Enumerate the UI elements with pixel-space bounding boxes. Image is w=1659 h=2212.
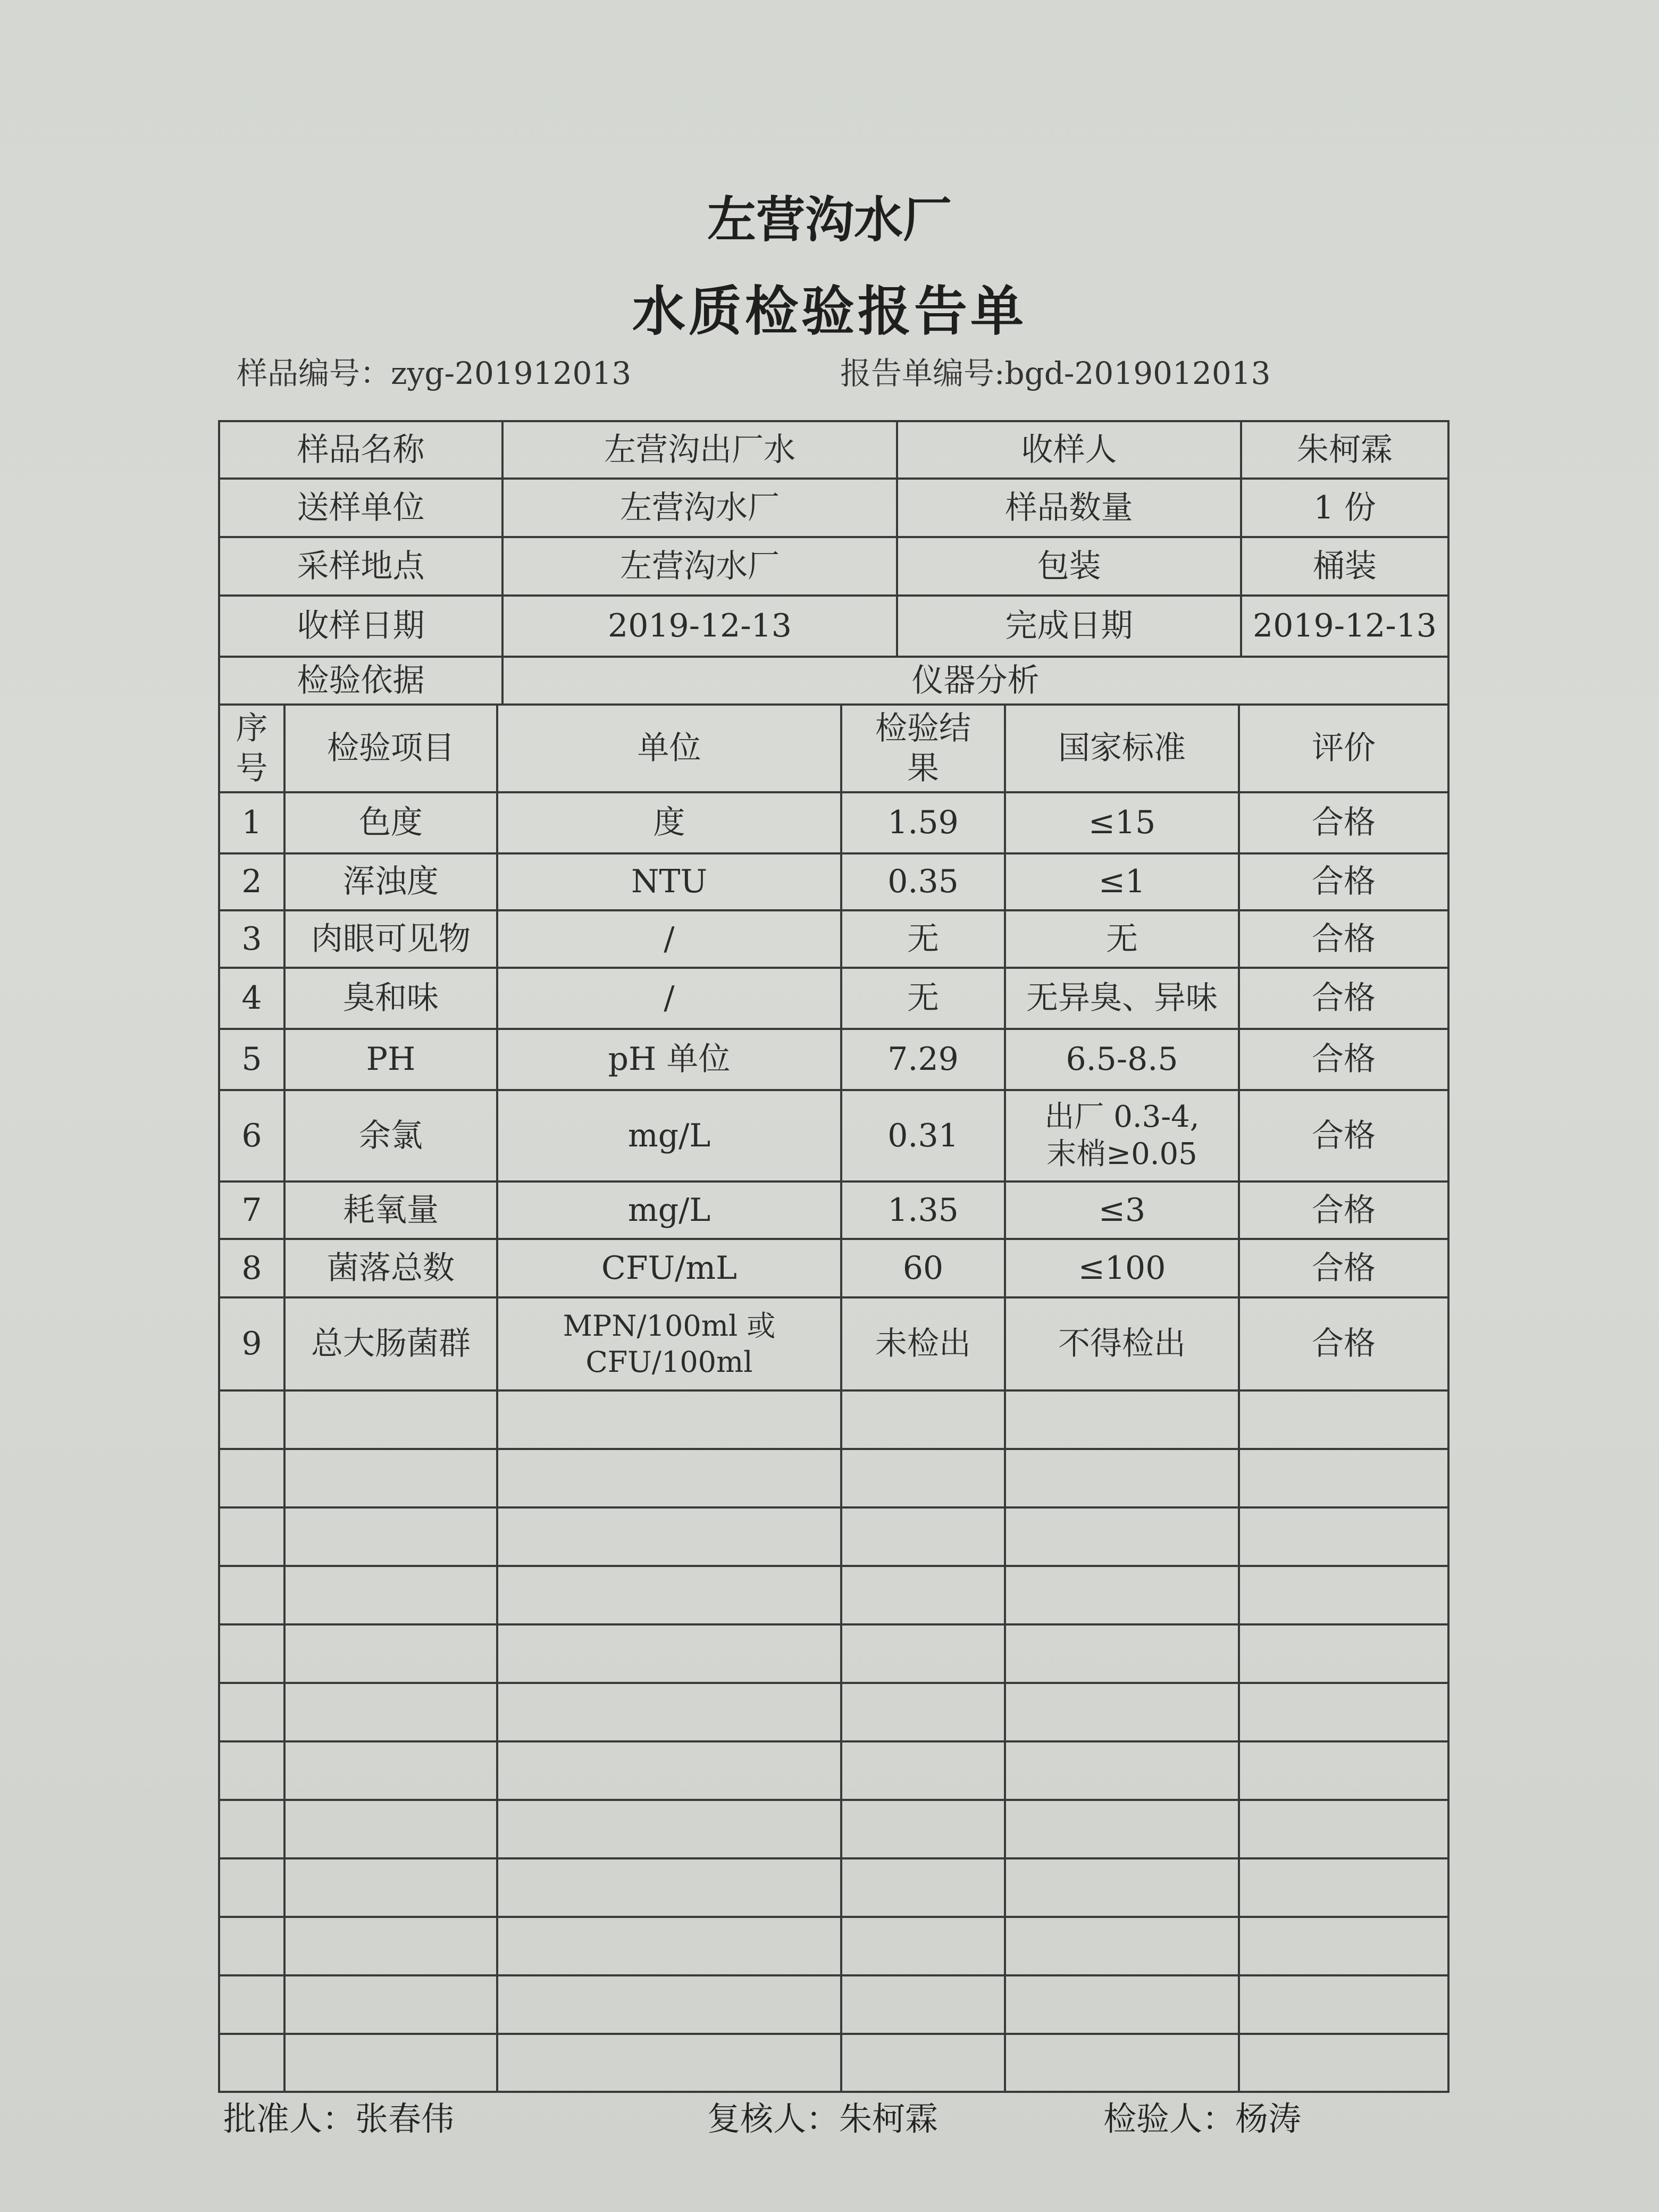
row-6-no: 6 [241,1117,262,1154]
row-6-standard: 出厂 0.3-4, 末梢≥0.05 [1044,1100,1200,1171]
row-9-result: 未检出 [875,1325,971,1362]
label-finish-date: 完成日期 [1005,607,1133,644]
value-receiver: 朱柯霖 [1297,431,1393,468]
org-title: 左营沟水厂 [707,191,952,248]
approver: 批准人：张春伟 [223,2099,455,2138]
col-header-standard: 国家标准 [1058,730,1186,767]
col-header-unit: 单位 [637,730,701,767]
row-8-result: 60 [902,1249,944,1287]
row-7-result: 1.35 [887,1191,959,1229]
row-8-no: 8 [241,1249,262,1287]
sample-number: 样品编号：zyg-201912013 [237,355,632,391]
report-number: 报告单编号:bgd-2019012013 [840,355,1271,391]
row-8-item: 菌落总数 [327,1249,455,1287]
row-5-unit: pH 单位 [608,1041,731,1078]
row-6-item: 余氯 [359,1117,423,1154]
row-5-item: PH [366,1041,416,1078]
row-2-no: 2 [241,863,262,900]
reviewer: 复核人：朱柯霖 [707,2099,939,2138]
value-sample-name: 左营沟出厂水 [604,431,795,468]
value-receive-date: 2019-12-13 [608,607,792,644]
row-4-result: 无 [907,979,939,1017]
row-1-evaluation: 合格 [1312,804,1376,841]
row-2-unit: NTU [631,863,708,900]
row-7-no: 7 [241,1191,262,1229]
row-7-evaluation: 合格 [1312,1191,1376,1229]
value-packaging: 桶装 [1313,547,1377,585]
label-sample-count: 样品数量 [1005,489,1133,526]
value-finish-date: 2019-12-13 [1253,607,1437,644]
report-title: 水质检验报告单 [632,280,1027,342]
row-1-result: 1.59 [887,804,959,841]
row-7-item: 耗氧量 [343,1191,439,1229]
row-3-evaluation: 合格 [1312,920,1376,958]
row-9-no: 9 [241,1325,262,1362]
label-sampling-site: 采样地点 [297,547,425,585]
row-3-result: 无 [907,920,939,958]
col-header-evaluation: 评价 [1312,730,1376,767]
label-basis: 检验依据 [297,661,425,699]
row-2-item: 浑浊度 [343,863,439,900]
inspector: 检验人：杨涛 [1103,2099,1302,2138]
label-sample-name: 样品名称 [297,431,425,468]
row-6-unit: mg/L [627,1117,711,1154]
value-sender-unit: 左营沟水厂 [620,489,780,526]
row-7-unit: mg/L [627,1191,711,1229]
row-4-no: 4 [241,979,262,1017]
row-4-standard: 无异臭、异味 [1026,979,1218,1017]
row-1-unit: 度 [653,804,685,841]
row-6-result: 0.31 [887,1117,959,1154]
row-9-item: 总大肠菌群 [311,1325,471,1362]
label-packaging: 包装 [1037,547,1101,585]
row-2-evaluation: 合格 [1312,863,1376,900]
row-5-no: 5 [241,1041,262,1078]
row-5-standard: 6.5-8.5 [1066,1041,1178,1078]
row-5-evaluation: 合格 [1312,1041,1376,1078]
row-8-standard: ≤100 [1078,1249,1166,1287]
row-5-result: 7.29 [887,1041,959,1078]
row-4-unit: / [664,979,675,1017]
value-basis: 仪器分析 [911,661,1040,699]
row-2-standard: ≤1 [1098,863,1146,900]
row-3-standard: 无 [1106,920,1138,958]
label-receive-date: 收样日期 [297,607,425,644]
col-header-result: 检验结 果 [875,709,971,787]
row-9-standard: 不得检出 [1058,1325,1186,1362]
row-8-evaluation: 合格 [1312,1249,1376,1287]
row-4-item: 臭和味 [343,979,439,1017]
row-3-no: 3 [241,920,262,958]
label-receiver: 收样人 [1021,431,1117,468]
col-header-item: 检验项目 [327,730,455,767]
row-6-evaluation: 合格 [1312,1117,1376,1154]
col-header-no: 序 号 [236,709,268,787]
label-sender-unit: 送样单位 [297,489,425,526]
row-9-unit: MPN/100ml 或 CFU/100ml [563,1309,776,1379]
row-8-unit: CFU/mL [601,1249,738,1287]
row-7-standard: ≤3 [1098,1191,1146,1229]
row-3-item: 肉眼可见物 [311,920,471,958]
row-1-standard: ≤15 [1088,804,1156,841]
value-sampling-site: 左营沟水厂 [620,547,780,585]
row-9-evaluation: 合格 [1312,1325,1376,1362]
row-1-item: 色度 [359,804,423,841]
row-3-unit: / [664,920,675,958]
row-4-evaluation: 合格 [1312,979,1376,1017]
row-1-no: 1 [241,804,262,841]
row-2-result: 0.35 [887,863,959,900]
value-sample-count: 1 份 [1313,489,1376,526]
